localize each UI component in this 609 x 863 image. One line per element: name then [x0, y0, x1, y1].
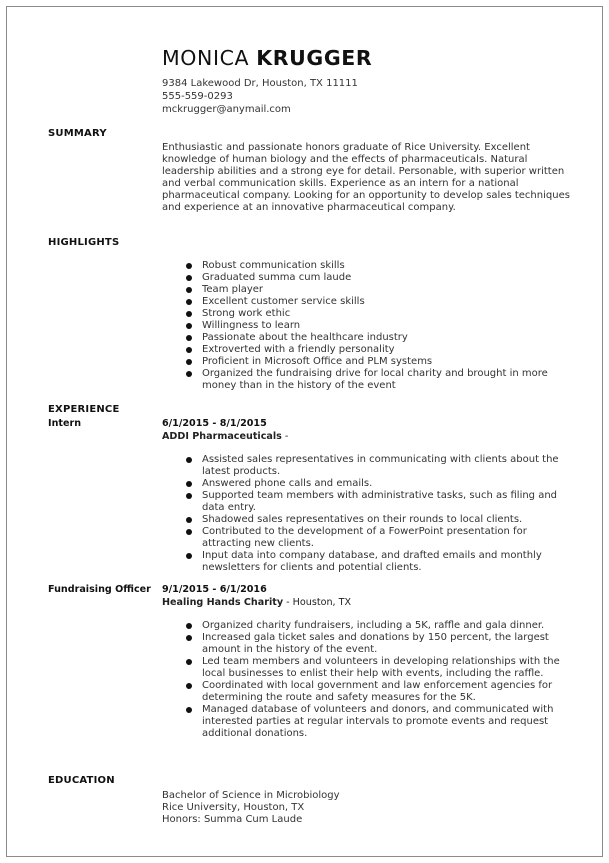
bullet-icon — [186, 707, 192, 713]
list-item: Extroverted with a friendly personality — [182, 344, 562, 356]
list-item: Organized charity fundraisers, including a 5K, raffle and gala dinner. — [182, 620, 562, 632]
list-item: Contributed to the development of a FowerPoint presentation for attracting new clients. — [182, 526, 562, 550]
list-item: Proficient in Microsoft Office and PLM systems — [182, 356, 562, 368]
bullet-icon — [186, 517, 192, 523]
job-title: Fundraising Officer — [48, 584, 151, 595]
bullet-icon — [186, 311, 192, 317]
bullet-icon — [186, 457, 192, 463]
list-item: Strong work ethic — [182, 308, 562, 320]
education-honors: Honors: Summa Cum Laude — [162, 814, 303, 825]
last-name: KRUGGER — [256, 46, 373, 70]
job-bullets — [182, 620, 562, 740]
bullet-icon — [186, 493, 192, 499]
list-item: Graduated summa cum laude — [182, 272, 562, 284]
list-item: Shadowed sales representatives on their rounds to local clients. — [182, 514, 562, 526]
summary-heading: SUMMARY — [48, 128, 107, 139]
company-name: ADDI Pharmaceuticals — [162, 431, 282, 442]
list-item: Robust communication skills — [182, 260, 562, 272]
list-item: Willingness to learn — [182, 320, 562, 332]
job-dates: 9/1/2015 - 6/1/2016 — [162, 584, 267, 595]
experience-heading: EXPERIENCE — [48, 404, 120, 415]
bullet-icon — [186, 683, 192, 689]
bullet-icon — [186, 623, 192, 629]
education-degree: Bachelor of Science in Microbiology — [162, 790, 340, 801]
bullet-icon — [186, 371, 192, 377]
list-item: Organized the fundraising drive for local charity and brought in more money than in the history of the event — [182, 368, 562, 392]
job-title: Intern — [48, 418, 82, 429]
bullet-icon — [186, 553, 192, 559]
list-item: Supported team members with administrative tasks, such as filing and data entry. — [182, 490, 562, 514]
list-item: Led team members and volunteers in developing relationships with the local businesses to enlist their help with events, including the raffle. — [182, 656, 562, 680]
bullet-icon — [186, 263, 192, 269]
job-employer — [162, 597, 351, 608]
bullet-icon — [186, 335, 192, 341]
job-location: - Houston, TX — [286, 597, 352, 608]
bullet-icon — [186, 323, 192, 329]
bullet-icon — [186, 635, 192, 641]
phone: 555-559-0293 — [162, 91, 233, 102]
bullet-icon — [186, 275, 192, 281]
candidate-name — [162, 46, 372, 70]
highlights-list — [182, 260, 562, 392]
bullet-icon — [186, 359, 192, 365]
job-dates: 6/1/2015 - 8/1/2015 — [162, 418, 267, 429]
job-employer — [162, 431, 288, 442]
job-location: - — [284, 431, 289, 442]
address: 9384 Lakewood Dr, Houston, TX 11111 — [162, 78, 358, 89]
list-item: Excellent customer service skills — [182, 296, 562, 308]
bullet-icon — [186, 659, 192, 665]
bullet-icon — [186, 481, 192, 487]
list-item: Input data into company database, and drafted emails and monthly newsletters for clients and potential clients. — [182, 550, 562, 574]
bullet-icon — [186, 299, 192, 305]
company-name: Healing Hands Charity — [162, 597, 284, 608]
list-item: Coordinated with local government and law enforcement agencies for determining the route and safety measures for the 5K. — [182, 680, 562, 704]
list-item: Assisted sales representatives in communicating with clients about the latest products. — [182, 454, 562, 478]
list-item: Answered phone calls and emails. — [182, 478, 562, 490]
education-heading: EDUCATION — [48, 775, 115, 786]
list-item: Team player — [182, 284, 562, 296]
bullet-icon — [186, 347, 192, 353]
job-bullets — [182, 454, 562, 574]
highlights-heading: HIGHLIGHTS — [48, 237, 120, 248]
summary-text: Enthusiastic and passionate honors graduate of Rice University. Excellent knowledge of human biology and the effects of pharmaceuticals. Natural leadership abilities and a strong eye for detail. Personable, with superior written and verbal communication skills. Experience as an intern for a national pharmaceutical company. Looking for an opportunity to develop sales techniques and experience at an innovative pharmaceutical company. — [162, 142, 570, 213]
first-name: MONICA — [162, 46, 250, 70]
email: mckrugger@anymail.com — [162, 104, 291, 115]
education-school: Rice University, Houston, TX — [162, 802, 305, 813]
list-item: Passionate about the healthcare industry — [182, 332, 562, 344]
list-item: Managed database of volunteers and donors, and communicated with interested parties at regular intervals to promote events and request additional donations. — [182, 704, 562, 740]
list-item: Increased gala ticket sales and donations by 150 percent, the largest amount in the history of the event. — [182, 632, 562, 656]
bullet-icon — [186, 529, 192, 535]
bullet-icon — [186, 287, 192, 293]
